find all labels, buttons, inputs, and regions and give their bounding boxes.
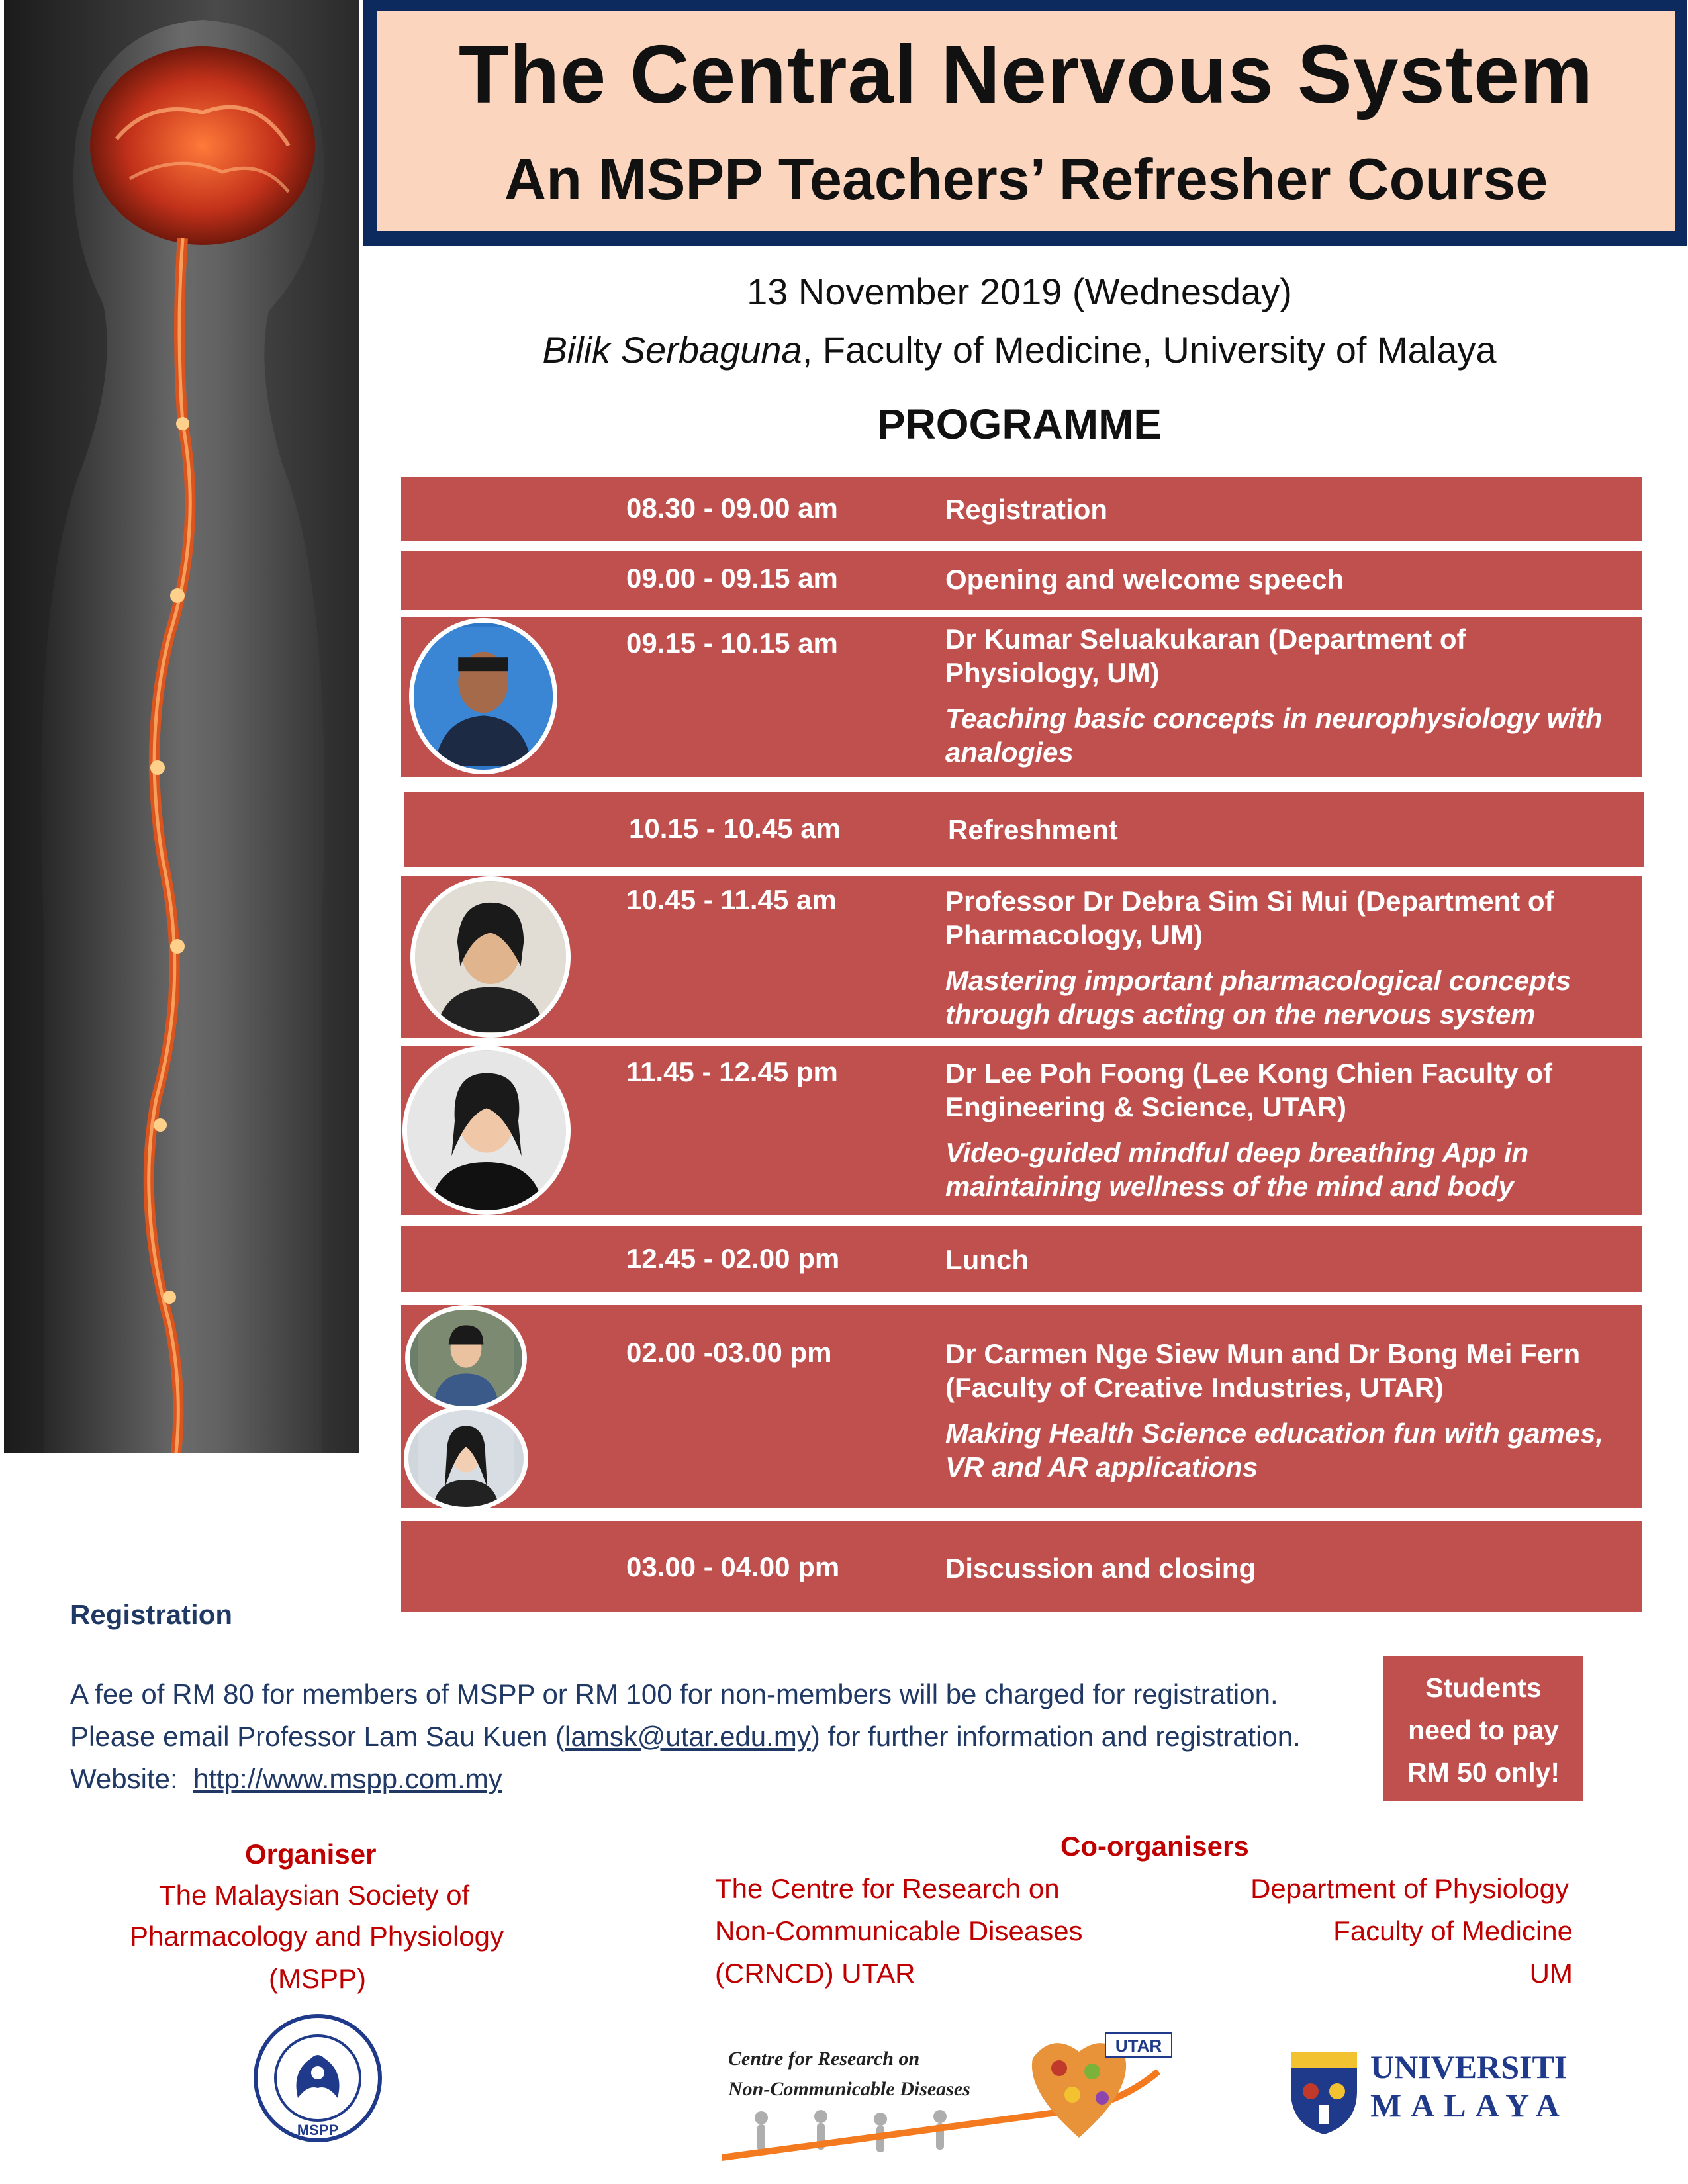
event-date: 13 November 2019 (Wednesday) — [747, 271, 1292, 312]
mspp-logo-text: MSPP — [297, 2122, 339, 2138]
venue-room: Bilik Serbaguna — [542, 329, 802, 371]
um-logo-line: UNIVERSITI — [1370, 2048, 1568, 2085]
speaker-name: Dr Carmen Nge Siew Mun and Dr Bong Mei Fern (Faculty of Creative Industries, UTAR) — [945, 1338, 1581, 1403]
row-time: 02.00 -03.00 pm — [626, 1337, 832, 1368]
venue-location: , Faculty of Medicine, University of Malaya — [802, 329, 1497, 371]
row-description — [945, 622, 1620, 769]
anatomy-illustration — [4, 0, 359, 1453]
website-link[interactable]: http://www.mspp.com.my — [193, 1763, 502, 1794]
registration-fee-text: A fee of RM 80 for members of MSPP or RM 100 for non-members will be charged for registration. — [70, 1678, 1278, 1709]
mspp-logo — [252, 2012, 384, 2144]
speaker-photo — [409, 618, 557, 774]
speaker-photo — [402, 1046, 571, 1215]
page-title: The Central Nervous System — [458, 29, 1594, 120]
row-time: 10.45 - 11.45 am — [626, 884, 837, 915]
programme-row — [401, 551, 1642, 610]
row-time: 08.30 - 09.00 am — [626, 492, 838, 523]
speaker-photo — [405, 1305, 527, 1411]
contact-suffix: ) for further information and registration. — [810, 1721, 1301, 1752]
row-title: Lunch — [945, 1244, 1029, 1275]
speaker-name: Professor Dr Debra Sim Si Mui (Department of Pharmacology, UM) — [945, 886, 1554, 950]
um-logo-line: MALAYA — [1370, 2087, 1569, 2124]
row-time: 09.00 - 09.15 am — [626, 563, 838, 594]
students-line: need to pay — [1408, 1715, 1559, 1745]
co-organiser-left-line: The Centre for Research on — [715, 1873, 1060, 1904]
row-time: 12.45 - 02.00 pm — [626, 1243, 840, 1274]
organiser-line: Pharmacology and Physiology — [130, 1921, 504, 1952]
speaker-photo — [404, 1406, 528, 1512]
talk-title: Making Health Science education fun with games, VR and AR applications — [945, 1418, 1604, 1482]
programme-row — [401, 1521, 1642, 1612]
row-title: Refreshment — [948, 814, 1118, 845]
row-title: Opening and welcome speech — [945, 564, 1344, 595]
website-line — [70, 1763, 502, 1795]
row-title: Registration — [945, 494, 1108, 525]
crncd-logo-line: Centre for Research on — [728, 2048, 920, 2070]
registration-contact-text — [70, 1721, 1301, 1752]
event-venue — [371, 328, 1668, 371]
universiti-malaya-logo — [1284, 2038, 1589, 2138]
page-subtitle: An MSPP Teachers’ Refresher Course — [504, 146, 1548, 212]
co-organiser-left-line: Non-Communicable Diseases — [715, 1915, 1083, 1946]
co-organiser-right-line: Faculty of Medicine — [1333, 1915, 1573, 1946]
students-line: Students — [1425, 1672, 1542, 1703]
co-organiser-right-line: Department of Physiology — [1250, 1873, 1569, 1904]
contact-prefix: Please email Professor Lam Sau Kuen ( — [70, 1721, 565, 1752]
students-line: RM 50 only! — [1407, 1757, 1560, 1788]
co-organiser-left-line: (CRNCD) UTAR — [715, 1958, 915, 1989]
crncd-logo-line: Non-Communicable Diseases — [728, 2078, 970, 2100]
programme-row — [401, 1305, 1642, 1508]
programme-row — [401, 617, 1642, 777]
row-time: 11.45 - 12.45 pm — [626, 1056, 838, 1087]
row-description — [945, 884, 1620, 1031]
row-title: Discussion and closing — [945, 1553, 1256, 1584]
talk-title: Video-guided mindful deep breathing App in maintaining wellness of the mind and body — [945, 1137, 1529, 1202]
programme-row — [401, 477, 1642, 541]
registration-heading: Registration — [70, 1599, 233, 1630]
co-organiser-right-line: UM — [1529, 1958, 1573, 1989]
row-time: 10.15 - 10.45 am — [629, 813, 841, 844]
website-label: Website: — [70, 1763, 178, 1794]
row-description — [945, 1337, 1634, 1484]
row-time: 09.15 - 10.15 am — [626, 627, 838, 659]
co-organisers-heading: Co-organisers — [1060, 1831, 1249, 1862]
organiser-heading: Organiser — [245, 1839, 377, 1870]
email-link[interactable]: lamsk@utar.edu.my — [565, 1721, 811, 1752]
speaker-name: Dr Kumar Seluakukaran (Department of Physiology, UM) — [945, 623, 1466, 688]
talk-title: Mastering important pharmacological concepts through drugs acting on the nervous system — [945, 965, 1571, 1030]
talk-title: Teaching basic concepts in neurophysiology with analogies — [945, 703, 1603, 768]
programme-row — [404, 792, 1644, 867]
programme-row — [401, 1226, 1642, 1292]
programme-heading: PROGRAMME — [876, 400, 1162, 448]
programme-row — [401, 1046, 1642, 1215]
students-price-box — [1383, 1656, 1583, 1801]
speaker-name: Dr Lee Poh Foong (Lee Kong Chien Faculty of Engineering & Science, UTAR) — [945, 1058, 1553, 1122]
row-time: 03.00 - 04.00 pm — [626, 1551, 840, 1582]
crncd-logo — [722, 2032, 1178, 2164]
header-box — [375, 9, 1677, 233]
speaker-photo — [410, 876, 571, 1038]
organiser-line: (MSPP) — [269, 1963, 366, 1994]
utar-logo-text: UTAR — [1115, 2036, 1162, 2056]
programme-row — [401, 876, 1642, 1038]
organiser-line: The Malaysian Society of — [159, 1880, 470, 1911]
row-description — [945, 1056, 1620, 1203]
